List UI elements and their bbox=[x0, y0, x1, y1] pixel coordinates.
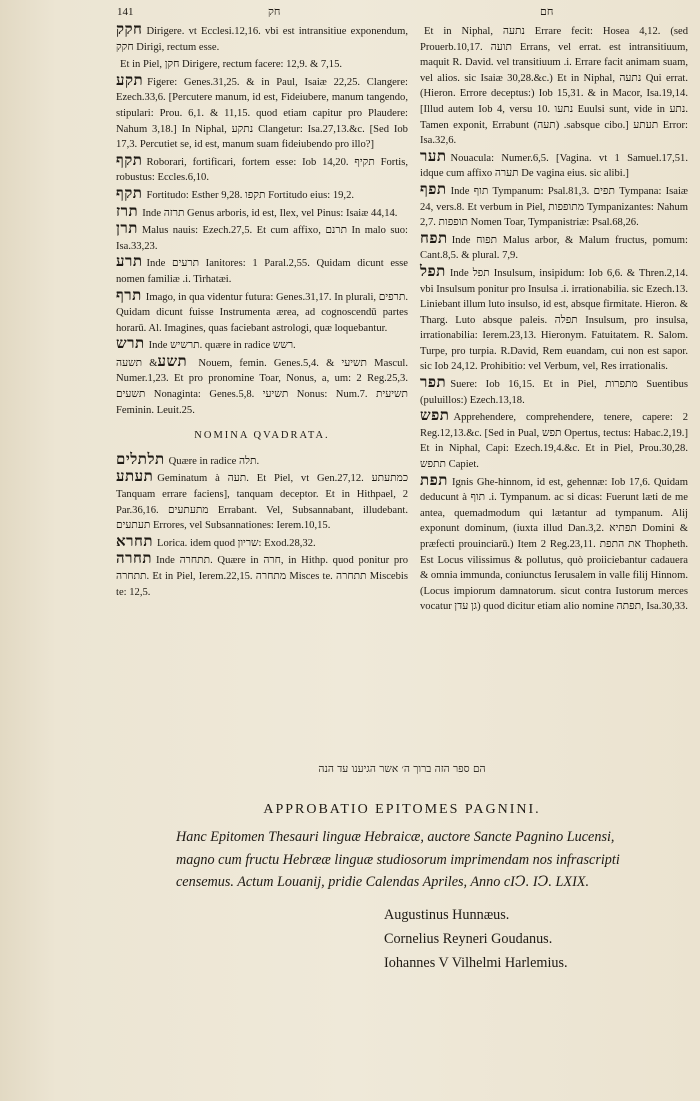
entry-text: Inde תפוח Malus arbor, & Malum fructus, pomum: Cant.8,5. & plural. 7,9. bbox=[420, 234, 688, 262]
approbation-title: APPROBATIO EPITOMES PAGNINI. bbox=[263, 802, 541, 817]
running-head bbox=[0, 6, 700, 22]
entry-headword: תשע bbox=[157, 351, 188, 370]
entry-text: Inde תפל Insulsum, insipidum: Iob 6,6. & Thren.2,14. vbi Insulsum ponitur pro Insulsa .i. irrationabilia. sic Ezech.13. Liniebant illum luto insulso, id est, absque firmitate. Hieron. & Tharg. Luto absque paleis. תפלה Insulsum, pro insulsa, irrationabilia: Ierem.23,13. Hieronym. Fatuitatem. R. Salom. Turpe, pro turpia. R.David, Rem euandam, cui non est sapor. sic Iob 24,12. Prohibitio: vel Verbum, vel, Res irrationalis. bbox=[420, 267, 688, 373]
entry-headword: תפל bbox=[420, 261, 446, 280]
entry-headword: תפח bbox=[420, 228, 448, 247]
page-number: 141 bbox=[117, 6, 134, 18]
entry-text: Dirigere. vt Ecclesi.12,16. vbi est intransitiue exponendum, חקק Dirigi, rectum esse. bbox=[116, 26, 408, 53]
entry-text: Inde תתחרה. Quære in חרה, in Hithp. quod ponitur pro תתחרה. Et in Piel, Ierem.22,15. מתחרה Misces te. תתחרה Miscebis te: 12,5. bbox=[116, 555, 408, 598]
dictionary-entry bbox=[116, 351, 408, 418]
entry-text: Apprehendere, comprehendere, tenere, capere: 2 Reg.12,13.&c. [Sed in Pual, תפש Opertus, tectus: Habac.2,19.] Et in Niphal, Capi: Ezech.19,4.&c. Et in Piel, Prou.30,28. תתפש Capiet. bbox=[420, 412, 688, 471]
dictionary-entry bbox=[116, 221, 408, 254]
entry-headword: תפת bbox=[420, 470, 448, 489]
entry-headword: תרף bbox=[116, 285, 142, 304]
signatory-name: Cornelius Reyneri Goudanus. bbox=[384, 931, 553, 947]
entry-text: Inde תוף Tympanum: Psal.81,3. תפים Tympana: Isaiæ 24, vers.8. Et verbum in Piel, מתופפות Tympanizantes: Nahum 2,7. תופפות Nomen Toar, Tympanistriæ: Psal.68,26. bbox=[420, 185, 689, 229]
entry-headword: תפש bbox=[420, 406, 450, 425]
dictionary-entry bbox=[420, 375, 688, 408]
entry-text: Inde תרשיש. quære in radice רשש. bbox=[148, 340, 296, 352]
entry-headword: תחרה bbox=[116, 549, 153, 568]
dictionary-entry bbox=[116, 150, 408, 186]
dictionary-entry bbox=[116, 183, 408, 204]
dictionary-entry bbox=[420, 408, 688, 472]
dictionary-entry bbox=[116, 55, 408, 73]
entry-text: Lorica. idem quod שריון: Exod.28,32. bbox=[157, 537, 316, 549]
entry-text: & תשעה Nouem, femin. Genes.5,4. & תשיעי Mascul. Numer.1,23. Et pro pronomine Toar, Nonus, a, um: 2 Reg.25,3. תשעים Nonaginta: Genes.5,8. תשיעי Nonus: Num.7. תשיעית Feminin. Leuit.25. bbox=[116, 357, 408, 416]
dictionary-entry bbox=[116, 201, 408, 222]
entry-text: Suere: Iob 16,15. Et in Piel, מתפרות Suentibus (puluillos:) Ezech.13,18. bbox=[420, 379, 688, 406]
running-head-left: חק bbox=[268, 6, 281, 18]
signatory-name: Augustinus Hunnæus. bbox=[384, 907, 510, 923]
dictionary-entry bbox=[116, 469, 408, 533]
entry-text: Inde תרעים Ianitores: 1 Paral.2,55. Quidam dicunt esse nomen familiæ .i. Tirhatæi. bbox=[116, 258, 408, 285]
dictionary-entry bbox=[420, 22, 688, 149]
dictionary-entry bbox=[420, 261, 688, 375]
entry-headword: תער bbox=[420, 146, 447, 165]
entry-text: Et in Niphal, נתעה Errare fecit: Hosea 4,12. (sed Prouerb.10,17. תועה Errans, vel errat. est intransitiuum, maquit R. David. vel transitiuum .i. Errare facit animam suam, vel alios. sic Isaiæ 30,28.&c.) Et in Niphal, נתעה Qui errat. (Hieron. Errore deceptus:) Iob 15,31. & in Macor, Isa.19,14. [Illud autem Iob 4, versu 10. נתעו Euulsi sunt, vide in נתע. Tamen exponit, Errabunt (תעה) .sabsque cibo.] תעתע Error: Isa.32,6. bbox=[420, 26, 689, 147]
entry-headword: חקק bbox=[116, 20, 143, 38]
entry-headword: תפר bbox=[420, 373, 447, 392]
entry-headword: תקף bbox=[116, 150, 143, 169]
dictionary-entry bbox=[116, 449, 408, 470]
entry-headword: תקף bbox=[116, 183, 143, 202]
entry-text: Imago, in qua videntur futura: Genes.31,17. In plurali, תרפים. Quidam dicunt fuisse Instrumenta ærea, ad cognoscendū partes horarū. Al. Imagines, quas faciebant astrologi, quæ loquebantur. bbox=[116, 291, 408, 334]
signatories bbox=[384, 903, 684, 975]
dictionary-entry bbox=[116, 70, 408, 153]
dictionary-entry bbox=[420, 228, 688, 264]
dictionary-entry bbox=[116, 254, 408, 287]
entry-text: Et in Piel, חקן Dirigere, rectum facere: 12,9. & 7,15. bbox=[120, 59, 343, 71]
dictionary-entry bbox=[116, 285, 408, 337]
entry-text: Quære in radice תלה. bbox=[168, 455, 260, 467]
entry-text: Geminatum à תעה. Et Piel, vt Gen.27,12. כמתעתע Tanquam errare faciens], tanquam deceptor. Et in Hithpael, 2 Par.36,16. מתעתעים Errabant. Vel, Subsannabant, illudebant. תעתעים Errores, vel Subsannationes: Ierem.10,15. bbox=[116, 473, 408, 532]
entry-text: Malus nauis: Ezech.27,5. Et cum affixo, תרנם In malo suo: Isa.33,23. bbox=[116, 225, 408, 252]
entry-text: Inde תרזה Genus arboris, id est, Ilex, vel Pinus: Isaiæ 44,14. bbox=[142, 207, 398, 219]
dictionary-entry bbox=[116, 551, 408, 600]
entry-headword: תפף bbox=[420, 179, 447, 198]
signatory-name: Iohannes V Vilhelmi Harlemius. bbox=[384, 955, 568, 971]
hebrew-colophon: הם ספר הזה ברוך ה׳ אשר הגיענו עד הנה bbox=[318, 763, 486, 775]
entry-headword: תעתע bbox=[116, 467, 154, 486]
entry-text: Roborari, fortificari, fortem esse: Iob 14,20. תקיף Fortis, robustus: Eccles.6,10. bbox=[116, 156, 408, 184]
entry-headword: תרש bbox=[116, 334, 145, 353]
dictionary-entry bbox=[116, 531, 408, 552]
right-column bbox=[420, 22, 688, 615]
entry-headword: תחרא bbox=[116, 531, 154, 550]
entry-headword: תרע bbox=[116, 252, 143, 271]
entry-headword: תרן bbox=[116, 219, 138, 238]
entry-text: Nouacula: Numer.6,5. [Vagina. vt 1 Samuel.17,51. idque cum affixo תערה De vagina eius. sic alibi.] bbox=[420, 152, 688, 180]
section-title: NOMINA QVADRATA. bbox=[194, 430, 330, 442]
dictionary-entry bbox=[420, 179, 689, 231]
entry-headword: תרז bbox=[116, 201, 139, 220]
entry-headword: תקע bbox=[116, 70, 144, 89]
entry-text: Fortitudo: Esther 9,28. תקפו Fortitudo eius: 19,2. bbox=[146, 189, 355, 201]
running-head-right: חם bbox=[540, 6, 554, 18]
dictionary-entry bbox=[420, 146, 688, 182]
entry-text: Figere: Genes.31,25. & in Paul, Isaiæ 22,25. Clangere: Ezech.33,6. [Percutere manum, id est, Fideiubere, manum tangendo, stipulari: Prou. 6,1. & 11,15. quod etiam capitur pro Plaudere: Nahum 3,18.] In Niphal, נתקע Clangetur: Isa.27,13.&c. [Sed Iob 17,3. Percutiet se, id est, manum suam fideiubendo pro illo?] bbox=[116, 76, 408, 151]
entry-text: Ignis Ghe-hinnom, id est, gehennæ: Iob 17,6. Quidam deducunt à תוף .i. Tympanum. ac si dicas: Fuerunt læti de me antea, quemadmodum qui lætantur ad tympanum. Alij exponunt dominum, (iuxta illud Dan.3,2. תפתיא Domini & præfecti prouinciarū.) Item 2 Reg.23,11. את התפת Thopheth. Est Locus vilissimus & pollutus, quò proiiciebantur cadauera & omnia immunda, coniunctus Ierusalem in valle filij Hinnom. (Locus impiorum damnatorum. sicut contra Iustorum merces vocatur גן עדן) quod dicitur etiam alio nomine תפתה, Isa.30,33. bbox=[420, 476, 688, 613]
approbation-text: Hanc Epitomen Thesauri linguæ Hebraicæ, auctore Sancte Pagnino Lucensi, magno cum fructu Hebrææ linguæ studiosorum imprimendam nos infrascripti censemus. Actum Louanij, pridie Calendas Apriles, Anno cIↃ. IↃ. LXIX. bbox=[176, 829, 620, 890]
entry-headword: תלתלים bbox=[116, 449, 165, 468]
left-column bbox=[116, 22, 408, 600]
dictionary-entry bbox=[420, 470, 688, 615]
dictionary-entry bbox=[116, 22, 408, 55]
